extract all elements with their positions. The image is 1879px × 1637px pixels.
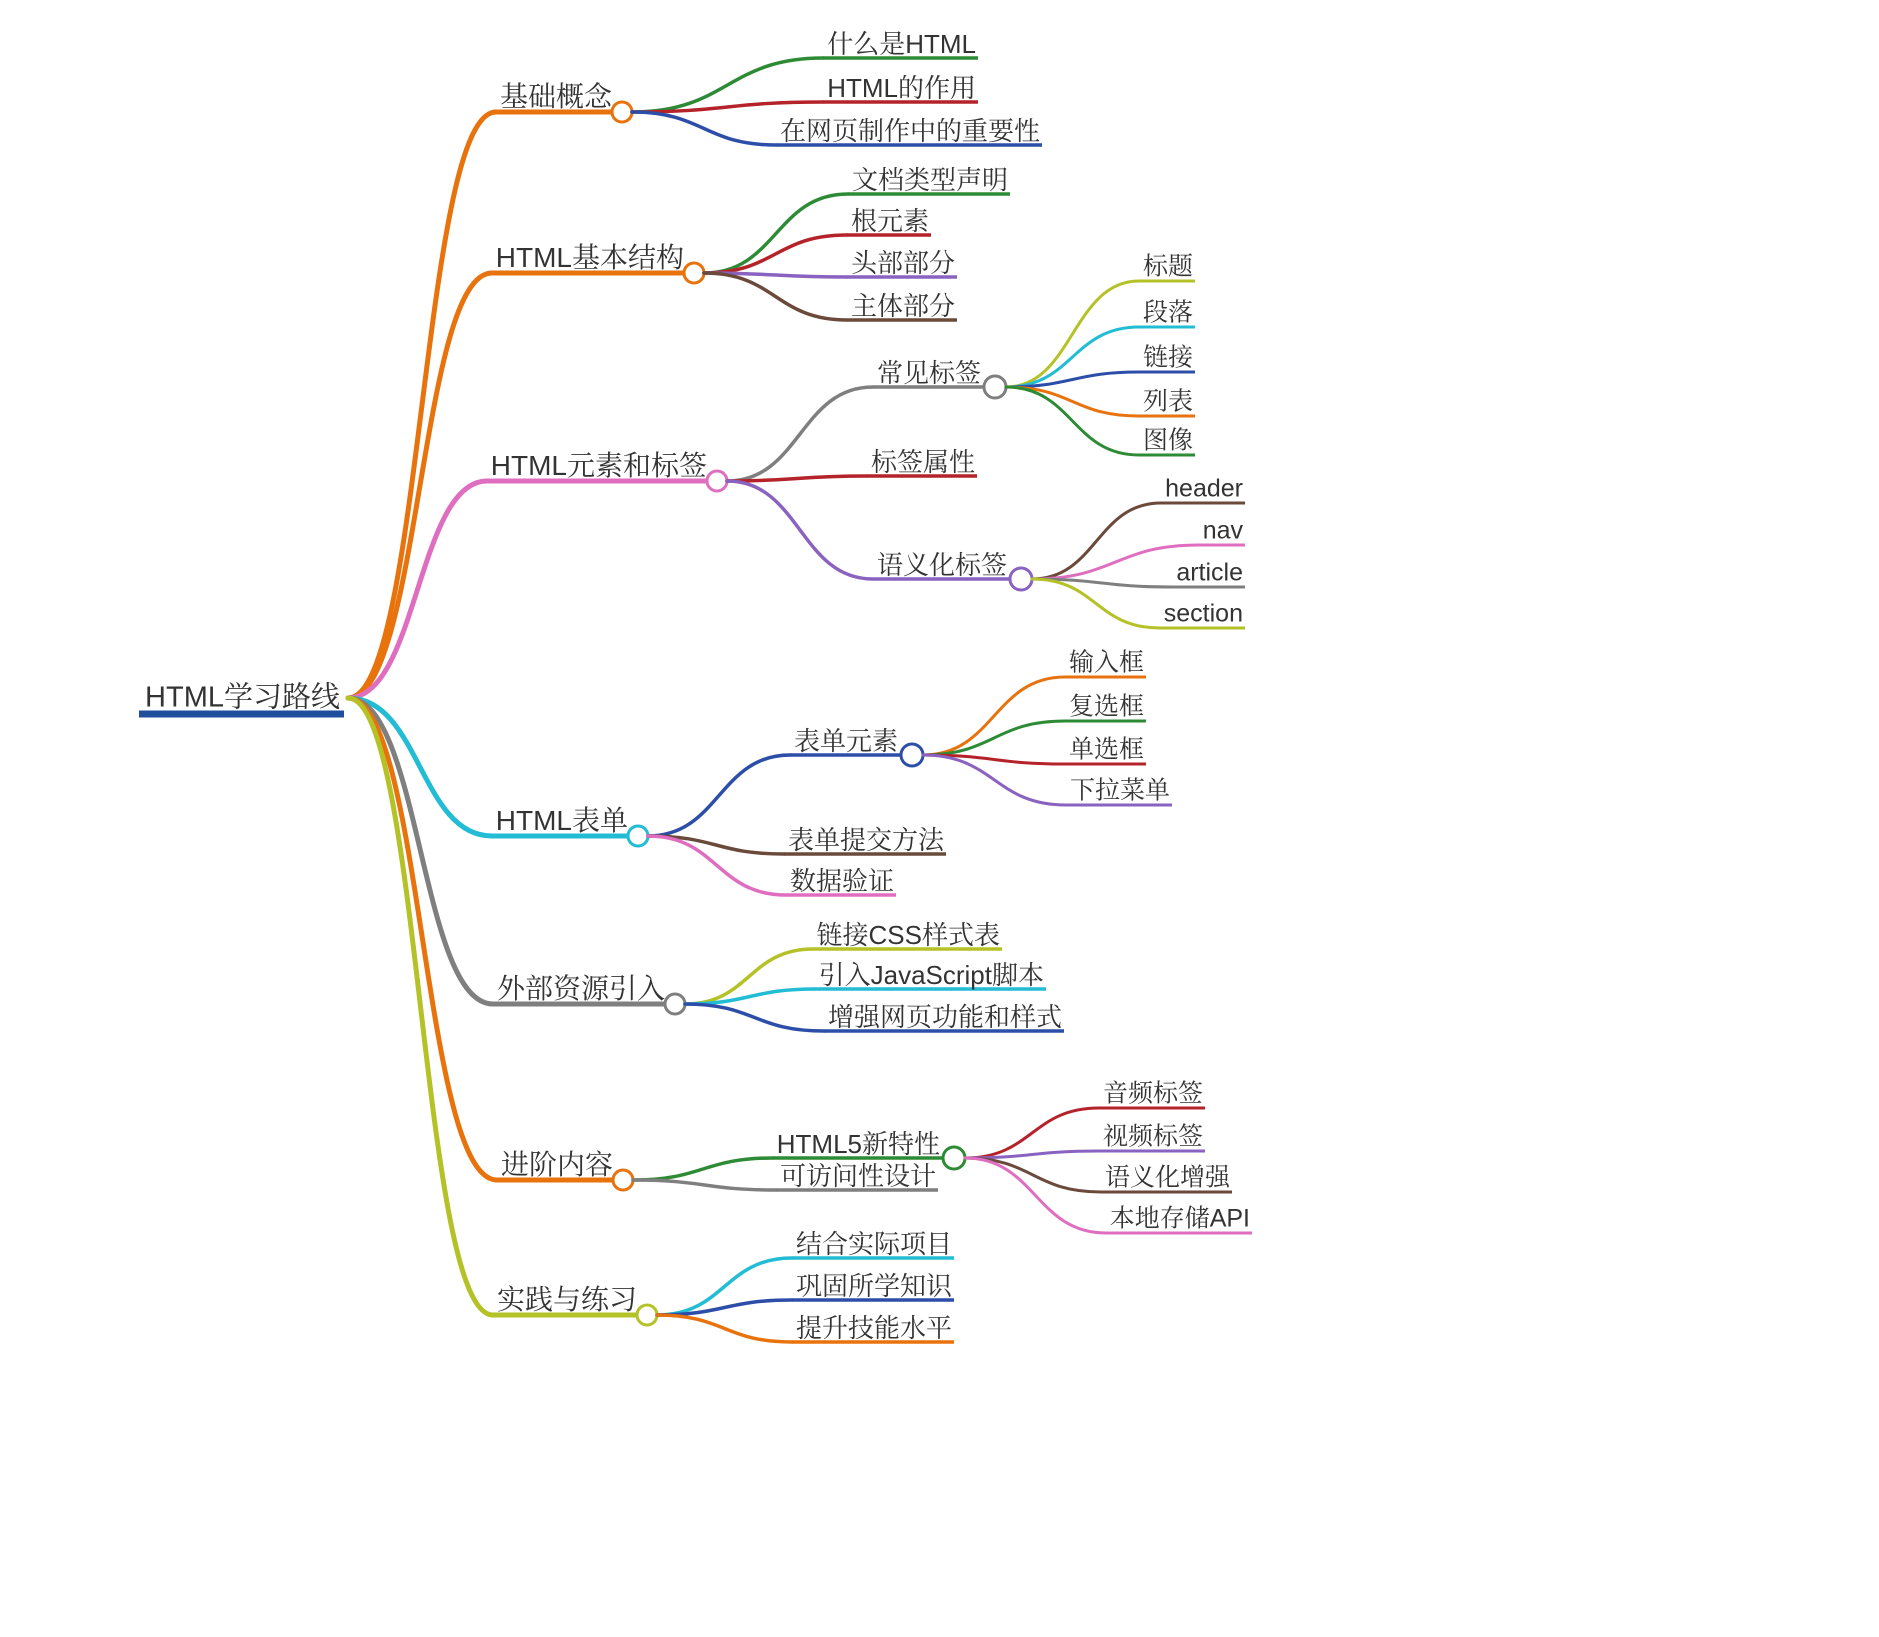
leaf-node-3-0-3[interactable]: 下拉菜单 bbox=[1069, 776, 1170, 805]
leaf-node-5-0-1[interactable]: 视频标签 bbox=[1102, 1122, 1203, 1151]
sub-node-1-3[interactable]: 主体部分 bbox=[850, 291, 955, 321]
sub-node-4-0[interactable]: 链接CSS样式表 bbox=[816, 920, 1000, 950]
branch-node-4[interactable]: 外部资源引入 bbox=[496, 973, 665, 1004]
leaf-node-3-0-0[interactable]: 输入框 bbox=[1068, 648, 1144, 677]
leaf-node-2-0-0[interactable]: 标题 bbox=[1142, 252, 1193, 281]
leaf-node-2-2-1[interactable]: nav bbox=[1202, 516, 1243, 545]
sub-node-5-1[interactable]: 可访问性设计 bbox=[779, 1161, 936, 1191]
sub-node-3-0[interactable]: 表单元素 bbox=[793, 726, 898, 756]
branch-node-3[interactable]: HTML表单 bbox=[495, 805, 628, 836]
sub-node-6-0[interactable]: 结合实际项目 bbox=[795, 1229, 952, 1259]
leaf-node-5-0-2[interactable]: 语义化增强 bbox=[1104, 1163, 1230, 1192]
branch-node-2[interactable]: HTML元素和标签 bbox=[490, 450, 707, 481]
leaf-node-2-2-3[interactable]: section bbox=[1163, 599, 1243, 628]
sub-node-4-2[interactable]: 增强网页功能和样式 bbox=[827, 1002, 1062, 1032]
leaf-node-3-0-1[interactable]: 复选框 bbox=[1068, 692, 1144, 721]
sub-node-5-0[interactable]: HTML5新特性 bbox=[776, 1129, 940, 1159]
leaf-node-5-0-0[interactable]: 音频标签 bbox=[1102, 1079, 1203, 1108]
branch-node-1[interactable]: HTML基本结构 bbox=[495, 242, 684, 273]
branch-node-0[interactable]: 基础概念 bbox=[499, 81, 612, 112]
leaf-node-5-0-3[interactable]: 本地存储API bbox=[1109, 1204, 1250, 1233]
sub-node-4-1[interactable]: 引入JavaScript脚本 bbox=[818, 960, 1044, 990]
sub-node-2-0[interactable]: 常见标签 bbox=[876, 358, 981, 388]
sub-node-2-2[interactable]: 语义化标签 bbox=[876, 550, 1007, 580]
sub-node-2-1[interactable]: 标签属性 bbox=[870, 447, 975, 477]
sub-node-3-2[interactable]: 数据验证 bbox=[789, 866, 894, 896]
branch-node-5[interactable]: 进阶内容 bbox=[500, 1149, 613, 1180]
leaf-node-3-0-2[interactable]: 单选框 bbox=[1068, 735, 1144, 764]
leaf-node-2-0-1[interactable]: 段落 bbox=[1142, 298, 1193, 327]
sub-node-0-2[interactable]: 在网页制作中的重要性 bbox=[779, 116, 1040, 146]
leaf-node-2-0-4[interactable]: 图像 bbox=[1142, 426, 1193, 455]
sub-node-6-2[interactable]: 提升技能水平 bbox=[795, 1313, 952, 1343]
root-node-label[interactable]: HTML学习路线 bbox=[145, 681, 340, 714]
sub-node-1-1[interactable]: 根元素 bbox=[850, 206, 929, 236]
leaf-node-2-0-3[interactable]: 列表 bbox=[1142, 387, 1193, 416]
sub-node-1-2[interactable]: 头部部分 bbox=[850, 248, 955, 278]
sub-node-1-0[interactable]: 文档类型声明 bbox=[851, 165, 1008, 195]
sub-node-0-1[interactable]: HTML的作用 bbox=[827, 73, 976, 103]
branch-node-6[interactable]: 实践与练习 bbox=[496, 1284, 637, 1315]
sub-node-0-0[interactable]: 什么是HTML bbox=[827, 29, 976, 59]
leaf-node-2-0-2[interactable]: 链接 bbox=[1142, 343, 1193, 372]
leaf-node-2-2-2[interactable]: article bbox=[1176, 558, 1243, 587]
leaf-node-2-2-0[interactable]: header bbox=[1165, 474, 1243, 503]
sub-node-6-1[interactable]: 巩固所学知识 bbox=[795, 1271, 952, 1301]
sub-node-3-1[interactable]: 表单提交方法 bbox=[787, 825, 944, 855]
